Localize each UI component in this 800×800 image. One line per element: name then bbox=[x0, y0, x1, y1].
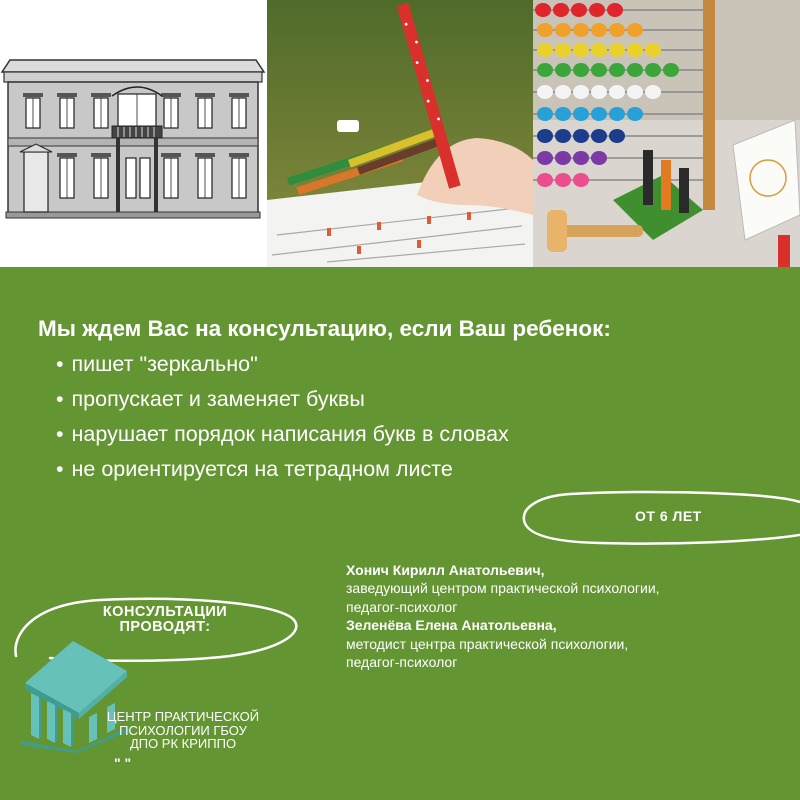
child-writing-illustration bbox=[267, 0, 533, 267]
age-badge: ОТ 6 ЛЕТ bbox=[635, 508, 702, 524]
info-panel bbox=[0, 267, 800, 800]
abacus-toys-photo bbox=[533, 0, 800, 267]
building-drawing-photo bbox=[0, 0, 267, 267]
list-item: • пропускает и заменяет буквы bbox=[56, 382, 509, 417]
list-item: • нарушает порядок написания букв в словах bbox=[56, 417, 509, 452]
center-name-marks: " " bbox=[114, 755, 132, 771]
staff-position: педагог-психолог bbox=[346, 654, 458, 671]
symptom-list bbox=[56, 347, 509, 487]
staff-list bbox=[346, 561, 660, 671]
child-writing-photo bbox=[267, 0, 533, 267]
staff-position: педагог-психолог bbox=[346, 598, 458, 615]
abacus-illustration bbox=[533, 0, 800, 267]
headline: Мы ждем Вас на консультацию, если Ваш ребенок: bbox=[38, 316, 611, 341]
staff-name: Зеленёва Елена Анатольевна, bbox=[346, 617, 557, 634]
list-item: • пишет "зеркально" bbox=[56, 347, 509, 382]
center-name: ЦЕНТР ПРАКТИЧЕСКОЙ ПСИХОЛОГИИ ГБОУ ДПО РК КРИППО bbox=[106, 709, 260, 751]
staff-position: заведующий центром практической психологии, bbox=[346, 580, 660, 597]
consult-label: КОНСУЛЬТАЦИИ ПРОВОДЯТ: bbox=[102, 604, 228, 635]
building-drawing bbox=[0, 0, 267, 267]
staff-name: Хонич Кирилл Анатольевич, bbox=[346, 562, 545, 578]
list-item: • не ориентируется на тетрадном листе bbox=[56, 452, 509, 487]
staff-position: методист центра практической психологии, bbox=[346, 635, 629, 652]
